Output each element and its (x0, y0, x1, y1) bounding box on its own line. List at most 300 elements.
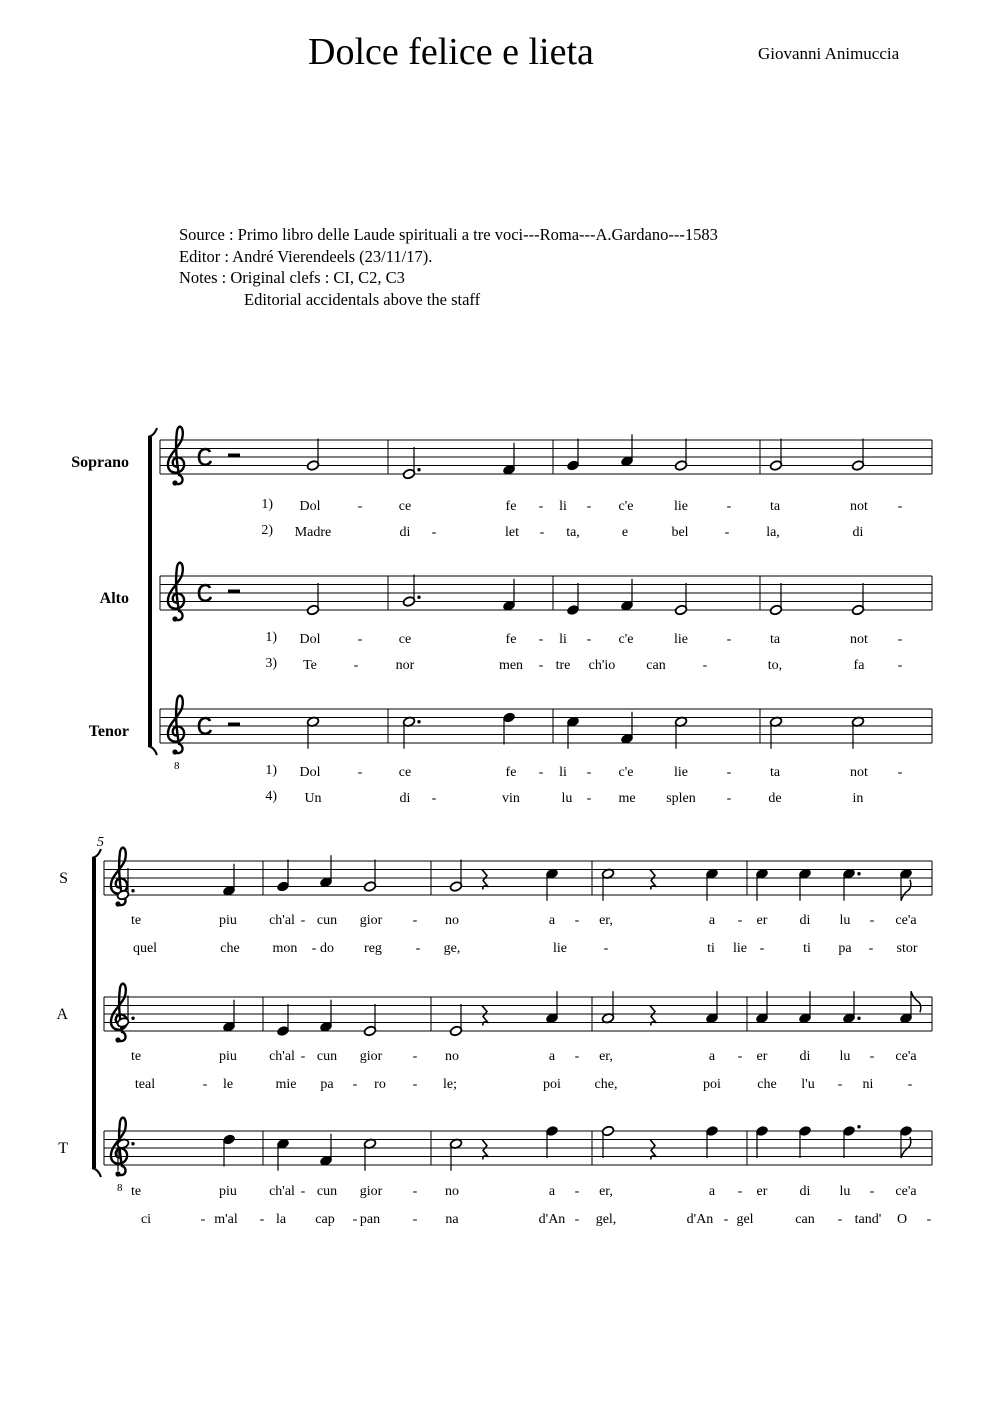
lyric-syllable: di (399, 791, 411, 806)
lyric-syllable: c'e (618, 765, 634, 780)
lyric-syllable: pa (838, 941, 852, 956)
quarter-note (276, 1138, 289, 1171)
lyric-syllable: fe (505, 499, 517, 514)
clef-ball (115, 1171, 120, 1176)
lyric-hyphen: - (586, 632, 592, 647)
lyric-hyphen: - (412, 1077, 418, 1092)
lyric-syllable: ch'io (588, 658, 616, 673)
lyric-hyphen: - (726, 765, 732, 780)
half-rest (228, 454, 240, 458)
lyric-syllable: Madre (294, 525, 332, 540)
augmentation-dot (417, 596, 420, 599)
clef-ball (172, 480, 177, 485)
editor-line: Editor : André Vierendeels (23/11/17). (179, 246, 433, 266)
lyric-syllable: d'An (686, 1212, 714, 1227)
lyric-hyphen: - (726, 632, 732, 647)
source-line: Source : Primo libro delle Laude spirituali a tre voci---Roma---A.Gardano---1583 (179, 225, 718, 244)
clef-ball (172, 749, 177, 754)
eighth-note (899, 868, 912, 901)
lyric-syllable: di (399, 525, 411, 540)
staff-s (59, 848, 932, 907)
lyric-syllable: ce (398, 499, 412, 514)
lyric-syllable: no (445, 913, 459, 928)
lyric-syllable: ce'a (895, 1184, 917, 1199)
lyric-syllable: li (559, 765, 567, 780)
treble-clef (111, 1118, 127, 1194)
system-1 (71, 427, 932, 806)
lyric-syllable: reg (364, 941, 382, 956)
lyric-hyphen: - (759, 941, 765, 956)
quarter-note (705, 991, 718, 1024)
lyric-hyphen: - (737, 1184, 743, 1199)
quarter-rest (482, 1140, 488, 1160)
treble-clef (168, 563, 184, 622)
lyrics-soprano (261, 497, 902, 540)
lyric-syllable: di (799, 913, 811, 928)
lyric-hyphen: - (412, 1184, 418, 1199)
lyric-hyphen: - (574, 913, 580, 928)
lyric-syllable: ta (769, 765, 781, 780)
lyric-syllable: not (850, 632, 868, 647)
lyric-syllable: gel, (595, 1212, 617, 1227)
half-note (402, 716, 415, 749)
lyric-hyphen: - (311, 941, 317, 956)
lyric-hyphen: - (300, 1049, 306, 1064)
half-note (449, 1004, 462, 1037)
quarter-note (842, 868, 855, 901)
lyric-syllable: er, (599, 1184, 613, 1199)
lyric-syllable: to, (767, 658, 783, 673)
eighth-note (899, 991, 920, 1024)
lyric-syllable: ce (398, 632, 412, 647)
lyric-hyphen: - (300, 913, 306, 928)
quarter-note (222, 864, 235, 897)
lyric-syllable: d'An (538, 1212, 566, 1227)
staff-t (58, 1118, 932, 1194)
treble-clef (168, 427, 184, 486)
lyric-hyphen: - (300, 1184, 306, 1199)
lyric-hyphen: - (586, 499, 592, 514)
lyric-syllable: splen (666, 791, 696, 806)
verse-number: 1) (261, 497, 273, 512)
quarter-note (620, 434, 633, 467)
half-note (363, 1004, 376, 1037)
half-note (769, 439, 782, 472)
lyric-syllable: in (852, 791, 864, 806)
lyric-syllable: ti (803, 941, 811, 956)
lyric-syllable: a (708, 913, 716, 928)
clef-ball (115, 1037, 120, 1042)
lyric-syllable: ta, (566, 525, 580, 540)
clefs-note-line: Notes : Original clefs : CI, C2, C3 (179, 268, 405, 287)
accidentals-note-line: Editorial accidentals above the staff (244, 289, 481, 309)
lyric-syllable: c'e (618, 632, 634, 647)
lyric-syllable: bel (671, 525, 689, 540)
half-note (769, 583, 782, 616)
lyric-syllable: ti (707, 941, 715, 956)
quarter-note (798, 991, 811, 1024)
lyric-syllable: ro (374, 1077, 386, 1092)
quarter-note (319, 1134, 332, 1167)
lyric-hyphen: - (415, 941, 421, 956)
lyric-syllable: no (445, 1049, 459, 1064)
lyric-syllable: di (799, 1049, 811, 1064)
lyric-syllable: ch'al (269, 1184, 295, 1199)
quarter-note (222, 1000, 235, 1033)
lyric-hyphen: - (259, 1212, 265, 1227)
lyric-syllable: le; (443, 1077, 457, 1092)
half-note (851, 716, 864, 749)
note-flag (901, 880, 911, 901)
lyric-syllable: er (756, 1184, 768, 1199)
lyric-syllable: cun (316, 1049, 338, 1064)
lyrics-alto (265, 630, 902, 673)
lyric-hyphen: - (574, 1049, 580, 1064)
lyric-hyphen: - (897, 632, 903, 647)
verse-number: 2) (261, 523, 273, 538)
bracket-bottom (148, 746, 157, 755)
lyric-syllable: er, (599, 913, 613, 928)
lyric-syllable: Dol (299, 499, 321, 514)
half-rest (228, 723, 240, 727)
lyric-hyphen: - (412, 1049, 418, 1064)
lyric-syllable: Dol (299, 765, 321, 780)
quarter-note (222, 1134, 235, 1167)
half-note (674, 583, 687, 616)
lyric-syllable: poi (703, 1077, 721, 1092)
lyric-hyphen: - (868, 941, 874, 956)
staff-tenor (89, 696, 932, 772)
quarter-note (545, 991, 558, 1024)
half-note (306, 583, 319, 616)
lyric-syllable: ta (769, 499, 781, 514)
lyric-syllable: a (548, 913, 556, 928)
part-name: Soprano (71, 454, 129, 471)
lyric-syllable: stor (896, 941, 918, 956)
quarter-note (755, 868, 768, 901)
clef-curve (111, 984, 127, 1041)
lyric-syllable: na (445, 1212, 459, 1227)
lyric-syllable: li (559, 499, 567, 514)
half-note (402, 447, 415, 480)
lyric-syllable: la (275, 1212, 287, 1227)
lyric-hyphen: - (538, 658, 544, 673)
octave-mark: 8 (174, 760, 180, 772)
lyrics-a (131, 1049, 917, 1092)
lyric-hyphen: - (603, 941, 609, 956)
lyric-syllable: ce'a (895, 1049, 917, 1064)
lyric-syllable: lie (674, 632, 688, 647)
lyric-hyphen: - (586, 791, 592, 806)
treble-clef (168, 696, 184, 772)
half-note (306, 439, 319, 472)
verse-number: 3) (265, 656, 277, 671)
part-name: Alto (99, 590, 129, 607)
lyric-syllable: di (852, 525, 864, 540)
quarter-note (798, 1125, 811, 1158)
lyric-hyphen: - (837, 1212, 843, 1227)
quarter-note (755, 1125, 768, 1158)
lyric-syllable: Dol (299, 632, 321, 647)
lyric-syllable: de (768, 791, 782, 806)
bracket-bottom (92, 1168, 101, 1177)
lyric-hyphen: - (538, 632, 544, 647)
lyric-syllable: lu (839, 913, 851, 928)
lyric-syllable: O (896, 1212, 908, 1227)
lyric-hyphen: - (539, 525, 545, 540)
lyric-syllable: lie (553, 941, 567, 956)
lyric-syllable: fe (505, 765, 517, 780)
lyric-syllable: cun (316, 1184, 338, 1199)
half-note (769, 716, 782, 749)
clef-ball (115, 901, 120, 906)
augmentation-dot (857, 1125, 860, 1128)
lyric-hyphen: - (202, 1077, 208, 1092)
verse-number: 1) (265, 630, 277, 645)
lyric-syllable: piu (219, 1049, 237, 1064)
augmentation-dot (417, 468, 420, 471)
lyric-hyphen: - (869, 1049, 875, 1064)
part-name: S (59, 870, 68, 887)
quarter-note (842, 1125, 855, 1158)
lyric-syllable: nor (395, 658, 415, 673)
lyric-hyphen: - (897, 658, 903, 673)
staff-alto (100, 563, 932, 622)
quarter-note (566, 583, 579, 616)
lyric-syllable: do (320, 941, 334, 956)
lyric-hyphen: - (352, 1212, 358, 1227)
clef-curve (168, 696, 184, 753)
page-title: Dolce felice e lieta (308, 31, 594, 73)
lyric-hyphen: - (353, 658, 359, 673)
augmentation-dot (131, 1142, 134, 1145)
clef-curve (168, 427, 184, 484)
lyric-syllable: a (548, 1049, 556, 1064)
lyric-syllable: pa (320, 1077, 334, 1092)
lyric-syllable: piu (219, 1184, 237, 1199)
lyric-hyphen: - (431, 525, 437, 540)
lyric-hyphen: - (702, 658, 708, 673)
lyric-syllable: not (850, 499, 868, 514)
lyric-hyphen: - (907, 1077, 913, 1092)
quarter-note (705, 1125, 718, 1158)
lyric-hyphen: - (897, 765, 903, 780)
eighth-note (899, 1125, 912, 1158)
lyric-syllable: lu (839, 1049, 851, 1064)
lyric-hyphen: - (837, 1077, 843, 1092)
half-note (601, 1125, 614, 1158)
staff-soprano (71, 427, 932, 486)
lyric-syllable: ta (769, 632, 781, 647)
lyric-syllable: piu (219, 913, 237, 928)
lyric-hyphen: - (723, 1212, 729, 1227)
quarter-note (798, 868, 811, 901)
note-flag (911, 991, 921, 1012)
part-name: Tenor (88, 723, 129, 740)
lyric-syllable: not (850, 765, 868, 780)
lyric-syllable: vin (502, 791, 520, 806)
lyric-syllable: tre (555, 658, 571, 673)
lyric-syllable: er (756, 913, 768, 928)
lyric-syllable: te (130, 1184, 142, 1199)
lyric-hyphen: - (357, 632, 363, 647)
lyric-syllable: la, (766, 525, 780, 540)
half-note (674, 439, 687, 472)
lyric-syllable: m'al (214, 1212, 238, 1227)
lyric-syllable: l'u (801, 1077, 815, 1092)
quarter-note (502, 579, 515, 612)
lyric-syllable: a (548, 1184, 556, 1199)
quarter-note (545, 868, 558, 901)
clef-ball (172, 616, 177, 621)
lyric-syllable: Te (303, 658, 317, 673)
lyric-syllable: li (559, 632, 567, 647)
lyric-hyphen: - (869, 1184, 875, 1199)
quarter-note (842, 991, 855, 1024)
lyric-syllable: a (708, 1049, 716, 1064)
system-2 (56, 835, 932, 1227)
lyric-hyphen: - (724, 525, 730, 540)
bracket-top (92, 849, 101, 858)
quarter-rest (482, 870, 488, 890)
lyric-hyphen: - (726, 499, 732, 514)
quarter-note (755, 991, 768, 1024)
augmentation-dot (417, 720, 420, 723)
system-bracket (148, 437, 152, 746)
lyric-syllable: le (222, 1077, 234, 1092)
lyric-syllable: me (618, 791, 636, 806)
quarter-note (566, 716, 579, 749)
lyric-syllable: lie (733, 941, 747, 956)
quarter-note (319, 1000, 332, 1033)
lyric-hyphen: - (926, 1212, 932, 1227)
lyric-hyphen: - (574, 1184, 580, 1199)
lyric-syllable: lie (674, 499, 688, 514)
lyric-syllable: can (646, 658, 666, 673)
half-note (851, 583, 864, 616)
lyric-hyphen: - (586, 765, 592, 780)
quarter-note (705, 868, 718, 901)
lyric-syllable: Un (304, 791, 322, 806)
half-note (363, 860, 376, 893)
lyric-syllable: ce (398, 765, 412, 780)
half-note (601, 991, 614, 1024)
augmentation-dot (131, 1017, 134, 1020)
lyric-syllable: te (130, 1049, 142, 1064)
lyric-syllable: lu (839, 1184, 851, 1199)
lyric-hyphen: - (200, 1212, 206, 1227)
quarter-rest (650, 1006, 656, 1026)
augmentation-dot (857, 872, 860, 875)
lyric-syllable: che (220, 941, 240, 956)
lyrics-s (131, 913, 918, 956)
quarter-note (319, 855, 332, 888)
lyric-syllable: let (505, 525, 519, 540)
quarter-note (276, 1004, 289, 1037)
part-name: T (58, 1140, 68, 1157)
lyric-syllable: cap (315, 1212, 335, 1227)
lyric-hyphen: - (431, 791, 437, 806)
lyric-syllable: mon (272, 941, 298, 956)
lyric-hyphen: - (897, 499, 903, 514)
lyric-syllable: no (445, 1184, 459, 1199)
lyric-syllable: che (757, 1077, 777, 1092)
lyric-syllable: fe (505, 632, 517, 647)
quarter-note (276, 860, 289, 893)
quarter-rest (650, 870, 656, 890)
lyrics-t (131, 1184, 932, 1227)
treble-clef (111, 984, 127, 1043)
measure-number: 5 (97, 835, 104, 850)
lyric-hyphen: - (737, 1049, 743, 1064)
part-name: A (56, 1006, 68, 1023)
staff-a (56, 984, 932, 1043)
half-note (851, 439, 864, 472)
bracket-top (148, 428, 157, 437)
lyric-hyphen: - (737, 913, 743, 928)
half-note (363, 1138, 376, 1171)
lyric-syllable: a (708, 1184, 716, 1199)
lyric-syllable: gior (359, 913, 383, 928)
lyric-syllable: poi (543, 1077, 561, 1092)
clef-curve (168, 563, 184, 620)
lyric-hyphen: - (538, 765, 544, 780)
verse-number: 1) (265, 763, 277, 778)
lyric-syllable: ce'a (895, 913, 917, 928)
lyric-syllable: gior (359, 1184, 383, 1199)
quarter-note (502, 712, 515, 745)
lyric-syllable: c'e (618, 499, 634, 514)
lyric-syllable: er (756, 1049, 768, 1064)
half-note (601, 868, 614, 901)
lyric-syllable: cun (316, 913, 338, 928)
half-rest (228, 590, 240, 594)
lyric-syllable: er, (599, 1049, 613, 1064)
lyric-hyphen: - (352, 1077, 358, 1092)
augmentation-dot (131, 889, 134, 892)
quarter-rest (482, 1006, 488, 1026)
quarter-note (545, 1125, 558, 1158)
lyric-syllable: gel (736, 1212, 754, 1227)
lyric-syllable: ni (862, 1077, 874, 1092)
lyric-syllable: fa (853, 658, 865, 673)
lyric-syllable: di (799, 1184, 811, 1199)
lyric-hyphen: - (726, 791, 732, 806)
composer-name: Giovanni Animuccia (758, 44, 900, 63)
lyric-syllable: che, (594, 1077, 618, 1092)
quarter-rest (650, 1140, 656, 1160)
lyric-syllable: lu (561, 791, 573, 806)
quarter-note (502, 443, 515, 476)
octave-mark: 8 (117, 1182, 123, 1194)
lyric-syllable: quel (132, 941, 158, 956)
system-bracket (92, 858, 96, 1168)
lyric-hyphen: - (574, 1212, 580, 1227)
lyric-hyphen: - (357, 765, 363, 780)
lyric-syllable: men (498, 658, 524, 673)
lyric-syllable: e (621, 525, 629, 540)
half-note (449, 1138, 462, 1171)
half-note (402, 575, 415, 608)
lyric-syllable: gior (359, 1049, 383, 1064)
lyric-syllable: pan (359, 1212, 381, 1227)
half-note (306, 716, 319, 749)
lyric-syllable: lie (674, 765, 688, 780)
lyrics-tenor (265, 763, 902, 806)
half-note (449, 860, 462, 893)
lyric-syllable: ch'al (269, 1049, 295, 1064)
lyric-hyphen: - (412, 913, 418, 928)
